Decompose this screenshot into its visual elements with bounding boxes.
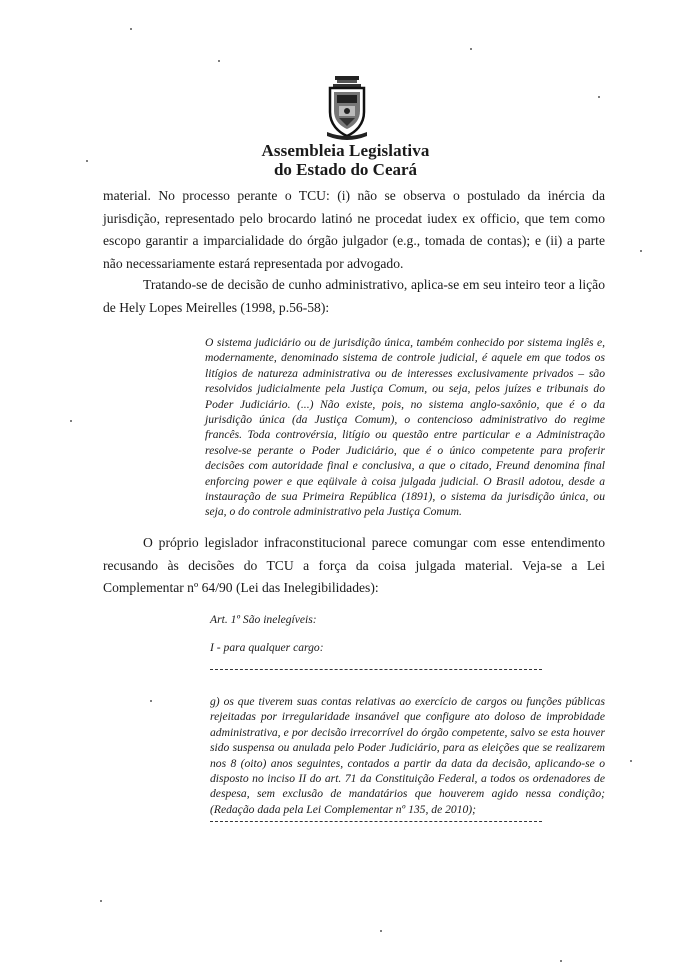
scan-speck [130, 28, 132, 30]
block-quote: O sistema judiciário ou de jurisdição única, também conhecido por sistema inglês e, modernamente, denominado sistema de controle judicial, é aquele em que todos os litígios de natureza administrativa ou de interesses exclusivamente privados – são resolvidos judicialmente pela Justiça Comum, ou seja, pelos juízes e tribunais do Poder Judiciário. (...) Não existe, pois, no sistema anglo-saxônio, que é o da jurisdição única (da Justiça Comum), o contencioso administrativo do regime francês. Toda controvérsia, litígio ou questão entre particular e a Administração resolve-se perante o Poder Judiciário, que é o único competente para proferir decisões com autoridade final e conclusiva, a que o citado, Freund denomina final enforcing power e que eqüivale à coisa julgada judicial. O Brasil adotou, desde a instauração de sua Primeira República (1891), o sistema da jurisdição única, ou seja, o do controle administrativo pela Justiça Comum. [205, 336, 605, 519]
scan-speck [70, 420, 72, 422]
body-paragraph-3: O próprio legislador infraconstitucional parece comungar com esse entendimento recusando às decisões do TCU a força da coisa julgada material. Veja-se a Lei Complementar nº 64/90 (Lei das Inelegibilidades): [103, 535, 605, 596]
body-paragraph-1: material. No processo perante o TCU: (i) não se observa o postulado da inércia da jurisdição, representado pelo brocardo latinó ne procedat iudex ex officio, que tem como escopo garantir a imparcialidade do órgão julgador (e.g., tomada de contas); e (ii) a parte não necessariamente estará representada por advogado. [103, 188, 605, 271]
omission-divider [210, 669, 542, 670]
scan-speck [218, 60, 220, 62]
scan-speck [560, 960, 562, 962]
omission-divider [210, 821, 542, 822]
scan-speck [100, 900, 102, 902]
assembly-subtitle: do Estado do Ceará [273, 160, 418, 179]
scan-speck [150, 700, 152, 702]
law-article-heading: Art. 1º São inelegíveis: [210, 613, 317, 626]
assembly-title: Assembleia Legislativa [261, 141, 430, 160]
body-paragraph-2: Tratando-se de decisão de cunho administrativo, aplica-se em seu inteiro teor a lição de Hely Lopes Meirelles (1998, p.56-58): [103, 277, 605, 315]
scan-speck [470, 48, 472, 50]
law-clause-g: g) os que tiverem suas contas relativas ao exercício de cargos ou funções públicas rejeitadas por irregularidade insanável que configure ato doloso de improbidade administrativa, e por decisão irrecorrível do órgão competente, salvo se esta houver sido suspensa ou anulada pelo Poder Judiciário, para as eleições que se realizarem nos 8 (oito) anos seguintes, contados a partir da data da decisão, aplicando-se o disposto no inciso II do art. 71 da Constituição Federal, a todos os ordenadores de despesa, sem exclusão de mandatários que houverem agido nessa condição; (Redação dada pela Lei Complementar nº 135, de 2010); [210, 695, 605, 816]
scan-speck [86, 160, 88, 162]
scan-speck [380, 930, 382, 932]
scan-speck [630, 760, 632, 762]
scan-speck [640, 250, 642, 252]
scan-speck [598, 96, 600, 98]
law-item-heading: I - para qualquer cargo: [210, 641, 324, 654]
coat-of-arms-seal-icon [325, 74, 369, 142]
